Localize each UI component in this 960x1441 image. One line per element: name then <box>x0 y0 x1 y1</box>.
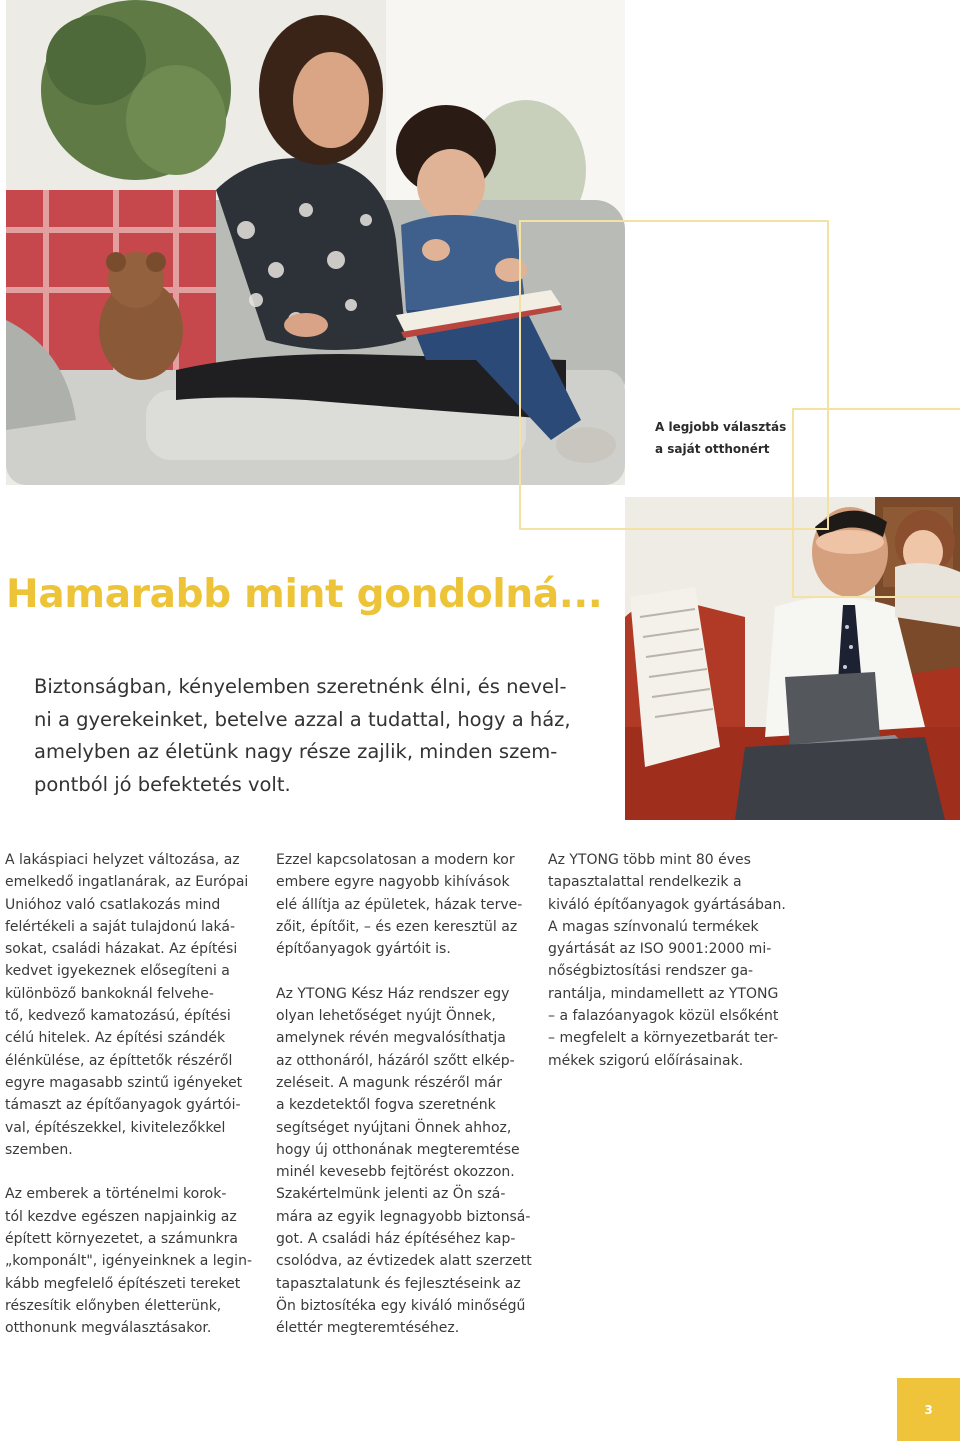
photo-father-child-illustration <box>625 497 960 820</box>
body-line: – a falazóanyagok közül elsőként <box>548 1008 779 1025</box>
lead-line: Biztonságban, kényelemben szeretnénk élni, és nevel- <box>34 675 567 698</box>
body-line: elé állítja az épületek, házak terve- <box>276 896 523 913</box>
body-line: sokat, családi házakat. Az építési <box>5 941 238 958</box>
photo-mother-child <box>6 0 625 485</box>
body-line: különböző bankoknál felvehe- <box>5 985 214 1002</box>
body-line: nőségbiztosítási rendszer ga- <box>548 963 754 980</box>
body-line: csolódva, az évtizedek alatt szerzett <box>276 1253 532 1270</box>
body-line: amelynek révén megvalósíthatja <box>276 1030 506 1047</box>
page-number: 3 <box>924 1402 933 1417</box>
body-line: Ön biztosítéka egy kiváló minőségű <box>276 1297 526 1314</box>
body-line: zőit, építőit, – és ezen keresztül az <box>276 918 518 935</box>
lead-line: ni a gyerekeinket, betelve azzal a tudattal, hogy a ház, <box>34 707 571 731</box>
body-paragraph <box>5 849 265 1161</box>
body-line: Az YTONG Kész Ház rendszer egy <box>276 985 510 1002</box>
body-paragraph <box>5 1183 265 1339</box>
body-line: mára az egyik legnagyobb biztonsá- <box>276 1208 531 1225</box>
body-line: segítséget nyújtani Önnek ahhoz, <box>276 1119 512 1136</box>
body-line: hogy új otthonának megteremtése <box>276 1141 520 1158</box>
body-line: Az YTONG több mint 80 éves <box>548 852 751 868</box>
body-line: felértékeli a saját tulajdonú laká- <box>5 918 235 935</box>
body-line: olyan lehetőséget nyújt Önnek, <box>276 1008 496 1025</box>
body-line: kiváló építőanyagok gyártásában. <box>548 896 786 913</box>
body-line: részesítik előnyben életterünk, <box>5 1297 222 1314</box>
body-line: A magas színvonalú termékek <box>548 918 759 935</box>
body-line: „komponált", igényeinknek a legin- <box>5 1253 252 1270</box>
body-line: szemben. <box>5 1141 73 1158</box>
body-paragraph <box>276 983 536 1340</box>
body-paragraph <box>276 849 536 960</box>
body-line: Ezzel kapcsolatosan a modern kor <box>276 852 515 868</box>
body-line: épített környezetet, a számunkra <box>5 1231 238 1248</box>
photo-father-child <box>625 497 960 820</box>
body-line: élettér megteremtéséhez. <box>276 1320 460 1337</box>
body-line: egyre magasabb szintű igényeket <box>5 1074 243 1091</box>
tagline-line-2: a saját otthonért <box>655 442 770 456</box>
body-line: minél kevesebb fejtörést okozzon. <box>276 1164 515 1181</box>
body-line: – megfelelt a környezetbarát ter- <box>548 1030 779 1047</box>
tagline <box>655 416 786 460</box>
body-column-1 <box>5 849 265 1362</box>
page-number-badge <box>897 1378 960 1441</box>
body-line: kább megfelelő építészeti tereket <box>5 1275 241 1292</box>
body-line: Unióhoz való csatlakozás mind <box>5 896 221 913</box>
tagline-line-1: A legjobb választás <box>655 420 787 434</box>
body-line: élénkülése, az építtetők részéről <box>5 1052 233 1069</box>
body-line: embere egyre nagyobb kihívások <box>276 874 510 891</box>
body-line: támaszt az építőanyagok gyártói- <box>5 1097 241 1114</box>
body-column-2 <box>276 849 536 1362</box>
body-paragraph <box>548 849 808 1072</box>
body-line: otthonunk megválasztásakor. <box>5 1320 212 1337</box>
body-line: tapasztalattal rendelkezik a <box>548 874 742 891</box>
body-line: tól kezdve egészen napjainkig az <box>5 1208 237 1225</box>
body-line: Szakértelmünk jelenti az Ön szá- <box>276 1186 506 1203</box>
body-line: célú hitelek. Az építési szándék <box>5 1030 226 1047</box>
body-line: a kezdetektől fogva szeretnénk <box>276 1097 496 1114</box>
photo-mother-child-illustration <box>6 0 625 485</box>
body-line: Az emberek a történelmi korok- <box>5 1186 227 1203</box>
body-line: az otthonáról, házáról szőtt elkép- <box>276 1052 515 1069</box>
body-line: tapasztalatunk és fejlesztéseink az <box>276 1275 521 1292</box>
body-line: got. A családi ház építéséhez kap- <box>276 1231 516 1248</box>
lead-line: pontból jó befektetés volt. <box>34 772 291 796</box>
body-line: kedvet igyekeznek elősegíteni a <box>5 963 230 980</box>
page-headline: Hamarabb mint gondolná... <box>6 572 603 617</box>
body-line: val, építészekkel, kivitelezőkkel <box>5 1119 226 1136</box>
body-line: gyártását az ISO 9001:2000 mi- <box>548 941 772 958</box>
body-column-3 <box>548 849 808 1094</box>
lead-line: amelyben az életünk nagy része zajlik, minden szem- <box>34 740 558 763</box>
body-line: A lakáspiaci helyzet változása, az <box>5 852 240 868</box>
lead-paragraph <box>34 671 594 801</box>
body-line: zeléseit. A magunk részéről már <box>276 1074 503 1091</box>
body-line: rantálja, mindamellett az YTONG <box>548 985 779 1002</box>
body-line: mékek szigorú előírásainak. <box>548 1052 744 1069</box>
body-line: tő, kedvező kamatozású, építési <box>5 1008 231 1025</box>
body-line: emelkedő ingatlanárak, az Európai <box>5 874 249 891</box>
body-line: építőanyagok gyártóit is. <box>276 941 451 958</box>
